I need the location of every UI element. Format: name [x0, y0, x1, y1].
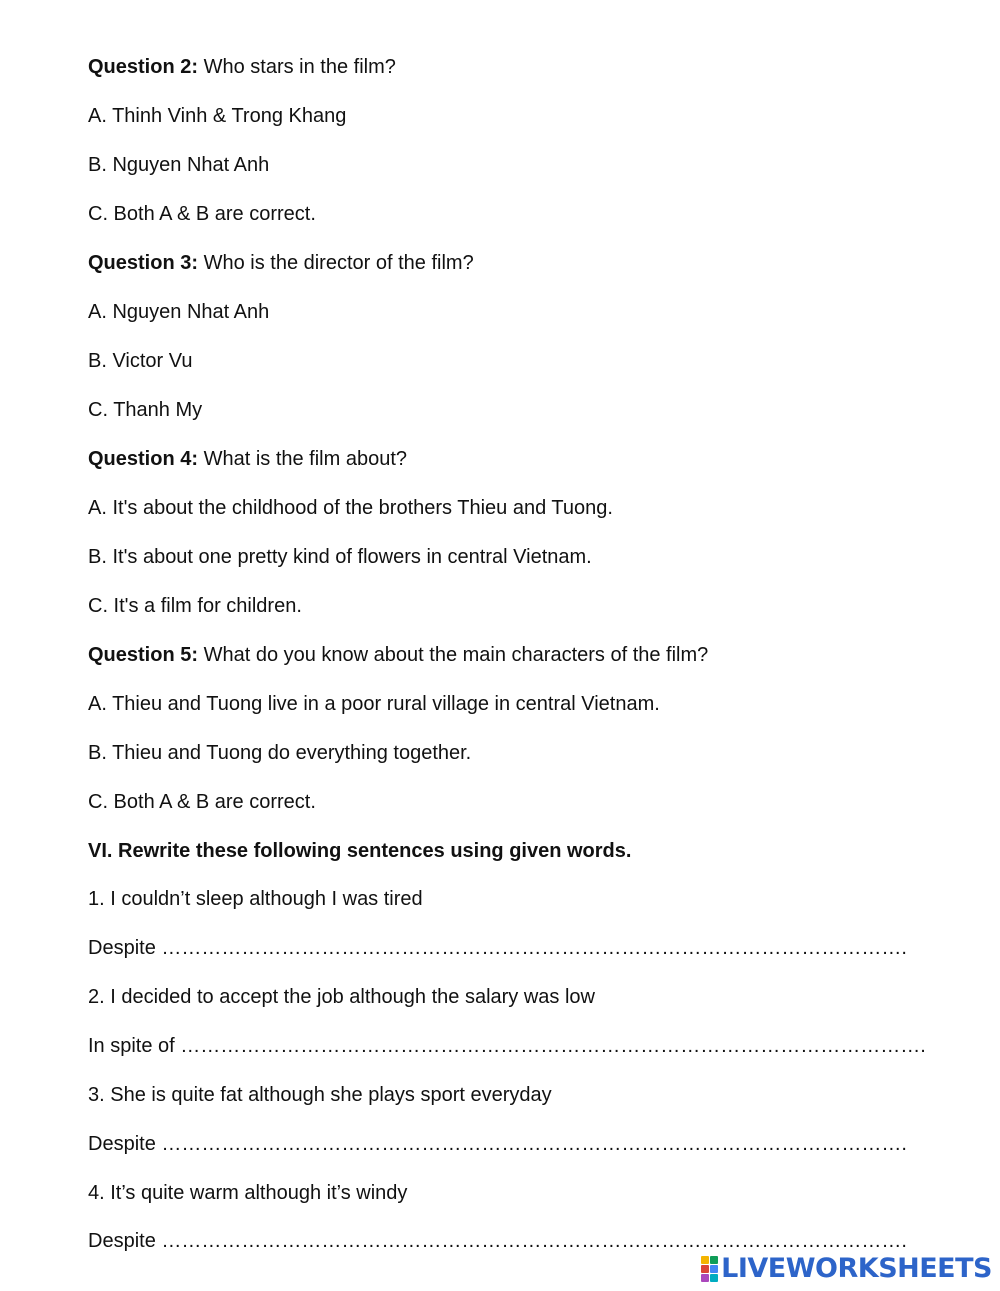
- question-text: Who stars in the film?: [203, 56, 396, 78]
- logo-block: [701, 1256, 709, 1264]
- question-5-option-b: B. Thieu and Tuong do everything together.: [88, 742, 472, 764]
- logo-block: [701, 1265, 709, 1273]
- question-label: Question 4:: [88, 448, 199, 470]
- logo-wordmark: LIVEWORKSHEETS: [721, 1253, 992, 1284]
- question-3-prompt: [88, 251, 474, 275]
- liveworksheets-blocks-icon: [701, 1256, 718, 1282]
- question-2-option-a: A. Thinh Vinh & Trong Khang: [88, 105, 347, 127]
- rewrite-sentence-4: 4. It’s quite warm although it’s windy: [88, 1182, 408, 1204]
- question-text: Who is the director of the film?: [203, 252, 474, 274]
- question-2-option-c: C. Both A & B are correct.: [88, 203, 316, 225]
- question-4-option-a: A. It's about the childhood of the brothers Thieu and Tuong.: [88, 497, 613, 519]
- section-vi-heading: VI. Rewrite these following sentences using given words.: [88, 840, 632, 862]
- question-5-option-a: A. Thieu and Tuong live in a poor rural village in central Vietnam.: [88, 693, 660, 715]
- logo-block: [701, 1274, 709, 1282]
- rewrite-sentence-2: 2. I decided to accept the job although the salary was low: [88, 986, 595, 1008]
- question-4-option-b: B. It's about one pretty kind of flowers in central Vietnam.: [88, 546, 592, 568]
- question-label: Question 2:: [88, 56, 199, 78]
- question-5-prompt: [88, 643, 708, 667]
- rewrite-answer-line-4[interactable]: Despite ………………………………………………………………………………………………….: [88, 1230, 907, 1252]
- question-label: Question 3:: [88, 252, 199, 274]
- liveworksheets-logo: [701, 1255, 992, 1283]
- question-label: Question 5:: [88, 644, 199, 666]
- question-4-option-c: C. It's a film for children.: [88, 595, 302, 617]
- rewrite-sentence-3: 3. She is quite fat although she plays sport everyday: [88, 1084, 552, 1106]
- rewrite-answer-line-1[interactable]: Despite ………………………………………………………………………………………………….: [88, 937, 907, 959]
- question-3-option-c: C. Thanh My: [88, 399, 203, 421]
- question-text: What do you know about the main characters of the film?: [203, 644, 709, 666]
- logo-block: [710, 1256, 718, 1264]
- question-5-option-c: C. Both A & B are correct.: [88, 791, 316, 813]
- rewrite-answer-line-2[interactable]: In spite of ………………………………………………………………………………………………….: [88, 1035, 926, 1057]
- question-3-option-b: B. Victor Vu: [88, 350, 193, 372]
- question-4-prompt: [88, 447, 407, 471]
- question-3-option-a: A. Nguyen Nhat Anh: [88, 301, 270, 323]
- logo-block: [710, 1265, 718, 1273]
- question-2-option-b: B. Nguyen Nhat Anh: [88, 154, 270, 176]
- rewrite-answer-line-3[interactable]: Despite ………………………………………………………………………………………………….: [88, 1133, 907, 1155]
- rewrite-sentence-1: 1. I couldn’t sleep although I was tired: [88, 888, 423, 910]
- logo-block: [710, 1274, 718, 1282]
- question-2-prompt: [88, 55, 396, 79]
- question-text: What is the film about?: [203, 448, 408, 470]
